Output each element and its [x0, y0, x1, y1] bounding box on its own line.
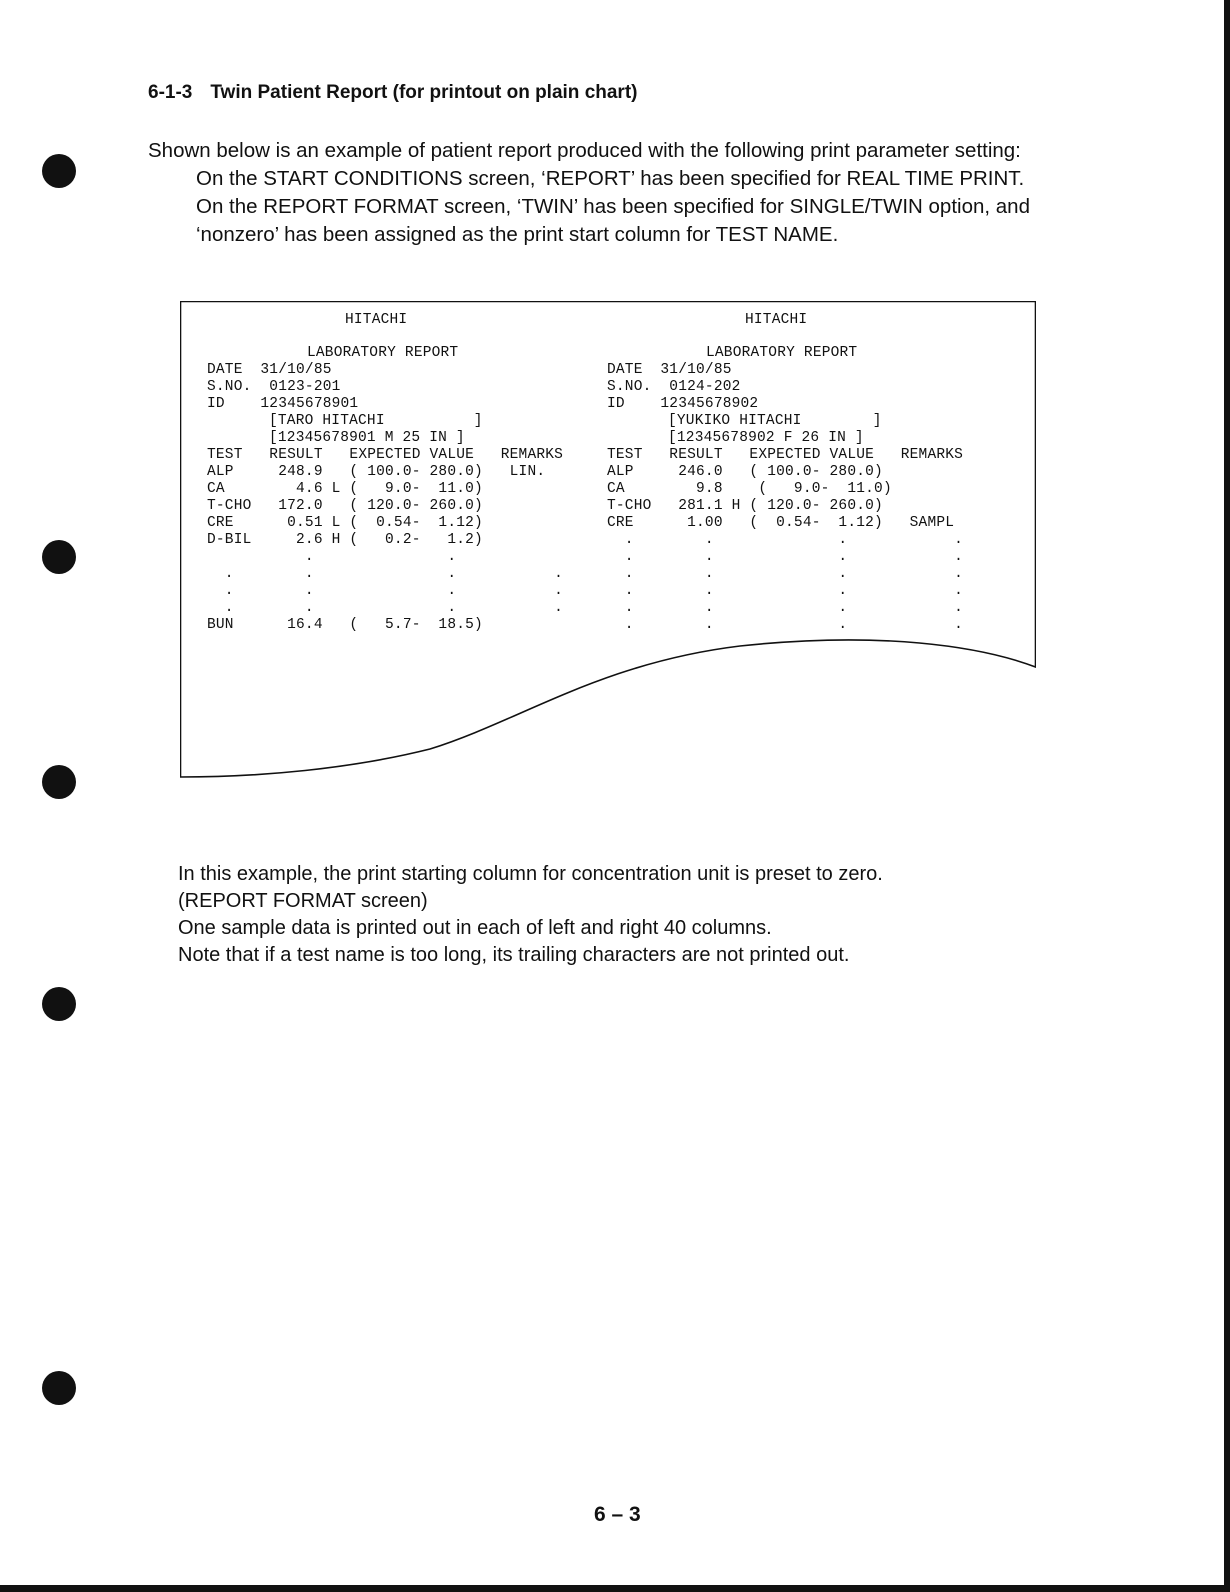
left-row-tcho: T-CHO 172.0 ( 120.0- 260.0) [207, 498, 483, 514]
section-title-text: Twin Patient Report (for printout on plain chart) [210, 82, 638, 103]
left-id: ID 12345678901 [207, 396, 359, 412]
intro-line-1: On the START CONDITIONS screen, ‘REPORT’ has been specified for REAL TIME PRINT. [196, 167, 1025, 190]
left-ellipsis-row: . . . . [207, 566, 564, 582]
binder-hole [42, 1371, 76, 1405]
note-line: In this example, the print starting column for concentration unit is preset to zero. [178, 863, 883, 885]
page-edge-right [1224, 0, 1230, 1592]
note-line: Note that if a test name is too long, its trailing characters are not printed out. [178, 944, 850, 966]
right-patient-info: [12345678902 F 26 IN ] [668, 430, 864, 446]
right-row-ca: CA 9.8 ( 9.0- 11.0) [607, 481, 892, 497]
right-ellipsis-row: . . . . [607, 600, 964, 616]
note-line: (REPORT FORMAT screen) [178, 890, 428, 912]
left-ellipsis-row: . . [207, 549, 457, 565]
left-date: DATE 31/10/85 [207, 362, 332, 378]
right-ellipsis-row: . . . . [607, 532, 964, 548]
left-row-ca: CA 4.6 L ( 9.0- 11.0) [207, 481, 483, 497]
left-ellipsis-row: . . . . [207, 583, 564, 599]
left-patient-name: [TARO HITACHI ] [269, 413, 483, 429]
left-patient-info: [12345678901 M 25 IN ] [269, 430, 465, 446]
page-edge-bottom [0, 1585, 1230, 1592]
right-header: HITACHI [745, 312, 808, 328]
binder-hole [42, 987, 76, 1021]
left-row-alp: ALP 248.9 ( 100.0- 280.0) LIN. [207, 464, 546, 480]
left-column-headers: TEST RESULT EXPECTED VALUE REMARKS [207, 447, 564, 463]
left-sample-no: S.NO. 0123-201 [207, 379, 341, 395]
right-sample-no: S.NO. 0124-202 [607, 379, 741, 395]
binder-hole [42, 765, 76, 799]
printout-sample [180, 301, 1036, 791]
right-report-title: LABORATORY REPORT [706, 345, 858, 361]
intro-line-3: ‘nonzero’ has been assigned as the print start column for TEST NAME. [196, 223, 839, 246]
left-row-dbil: D-BIL 2.6 H ( 0.2- 1.2) [207, 532, 483, 548]
binder-hole [42, 540, 76, 574]
right-date: DATE 31/10/85 [607, 362, 732, 378]
right-column-headers: TEST RESULT EXPECTED VALUE REMARKS [607, 447, 964, 463]
right-ellipsis-row: . . . . [607, 583, 964, 599]
left-ellipsis-row: . . . . [207, 600, 564, 616]
right-ellipsis-row: . . . . [607, 566, 964, 582]
left-report-title: LABORATORY REPORT [307, 345, 459, 361]
left-header: HITACHI [345, 312, 408, 328]
right-row-alp: ALP 246.0 ( 100.0- 280.0) [607, 464, 883, 480]
section-number: 6-1-3 [148, 82, 193, 103]
left-row-cre: CRE 0.51 L ( 0.54- 1.12) [207, 515, 483, 531]
intro-lead: Shown below is an example of patient report produced with the following print parameter setting: [148, 139, 1021, 162]
page-number: 6 – 3 [594, 1503, 641, 1526]
right-row-cre: CRE 1.00 ( 0.54- 1.12) SAMPL [607, 515, 955, 531]
section-title [148, 82, 637, 104]
note-line: One sample data is printed out in each of left and right 40 columns. [178, 917, 772, 939]
left-row-bun: BUN 16.4 ( 5.7- 18.5) [207, 617, 483, 633]
explanation-notes [178, 861, 883, 969]
binder-hole [42, 154, 76, 188]
right-ellipsis-row: . . . . [607, 617, 964, 633]
right-id: ID 12345678902 [607, 396, 759, 412]
right-patient-name: [YUKIKO HITACHI ] [668, 413, 882, 429]
intro-line-2: On the REPORT FORMAT screen, ‘TWIN’ has been specified for SINGLE/TWIN option, and [196, 195, 1030, 218]
right-ellipsis-row: . . . . [607, 549, 964, 565]
right-row-tcho: T-CHO 281.1 H ( 120.0- 260.0) [607, 498, 883, 514]
